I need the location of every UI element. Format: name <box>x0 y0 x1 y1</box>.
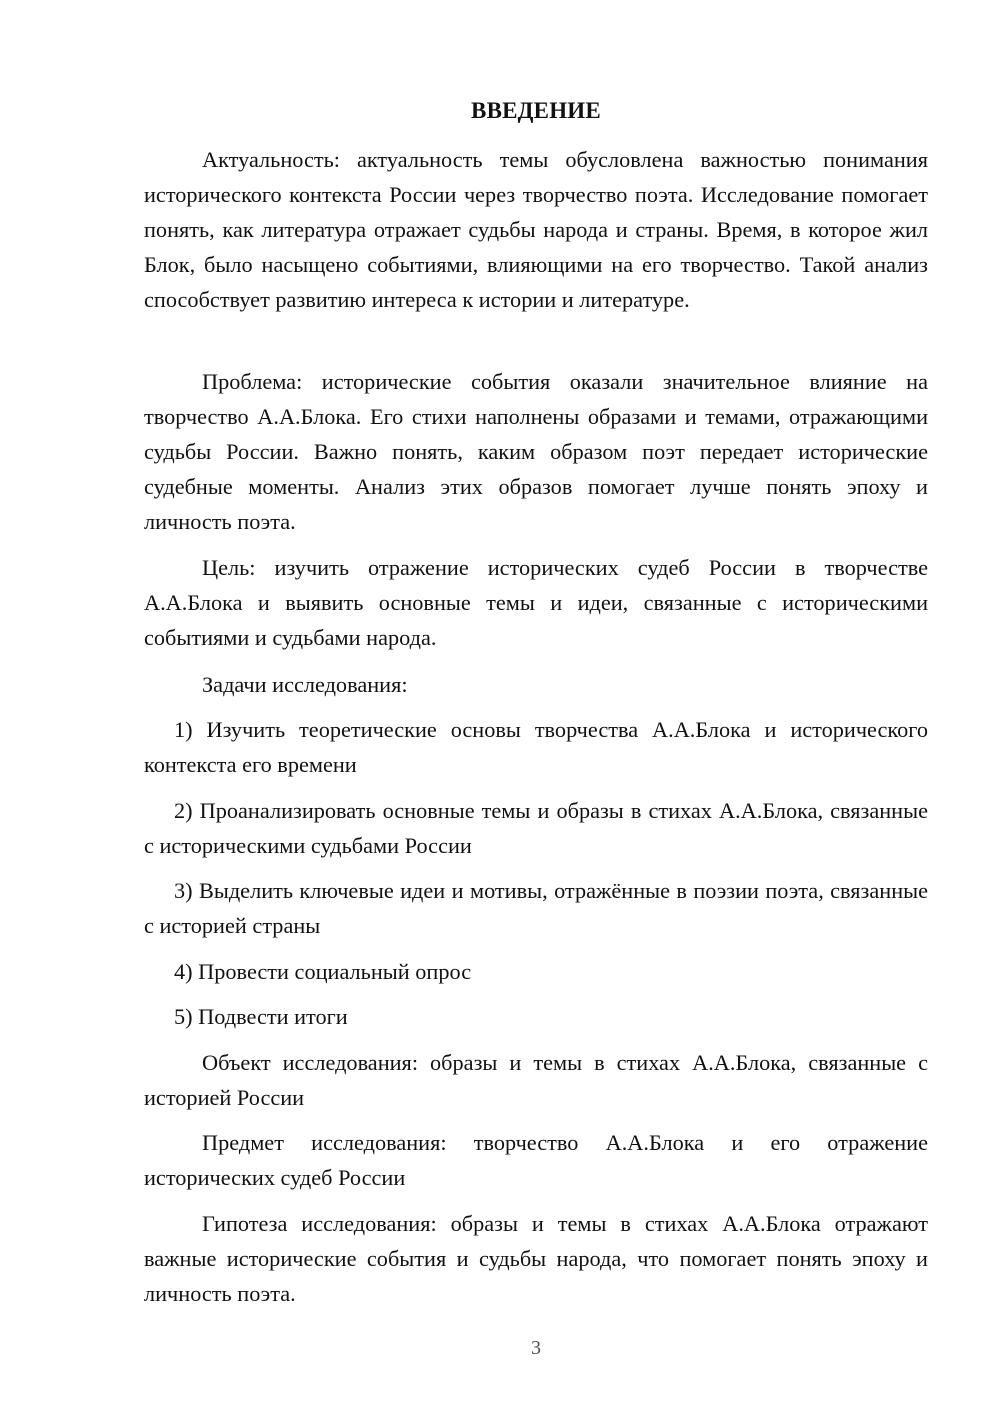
relevance-paragraph: Актуальность: актуальность темы обусловлена важностью понимания исторического контекста России через творчество поэта. Исследование помогает понять, как литература отражает судьбы народа и страны. Время, в которое жил Блок, было насыщено событиями, влияющими на его творчество. Такой анализ способствует развитию интереса к истории и литературе. <box>144 147 928 312</box>
task-item-5: 5) Подвести итоги <box>174 1004 348 1029</box>
hypothesis-paragraph: Гипотеза исследования: образы и темы в стихах А.А.Блока отражают важные исторические события и судьбы народа, что помогает понять эпоху и личность поэта. <box>144 1211 928 1306</box>
goal-paragraph: Цель: изучить отражение исторических судеб России в творчестве А.А.Блока и выявить основные темы и идеи, связанные с историческими событиями и судьбами народа. <box>144 555 928 650</box>
object-paragraph: Объект исследования: образы и темы в стихах А.А.Блока, связанные с историей России <box>144 1050 928 1110</box>
task-item-3: 3) Выделить ключевые идеи и мотивы, отражённые в поэзии поэта, связанные с историей страны <box>144 878 928 938</box>
task-item-4: 4) Провести социальный опрос <box>174 959 472 984</box>
section-heading: ВВЕДЕНИЕ <box>471 98 601 123</box>
task-item-2: 2) Проанализировать основные темы и образы в стихах А.А.Блока, связанные с историческими судьбами России <box>144 798 928 858</box>
task-item-1: 1) Изучить теоретические основы творчества А.А.Блока и исторического контекста его времени <box>144 717 928 777</box>
problem-paragraph: Проблема: исторические события оказали значительное влияние на творчество А.А.Блока. Его стихи наполнены образами и темами, отражающими судьбы России. Важно понять, каким образом поэт передает исторические судебные моменты. Анализ этих образов помогает лучше понять эпоху и личность поэта. <box>144 369 928 534</box>
subject-paragraph: Предмет исследования: творчество А.А.Блока и его отражение исторических судеб России <box>144 1130 928 1190</box>
page-number: 3 <box>531 1337 541 1359</box>
document-page <box>144 0 928 1414</box>
tasks-heading: Задачи исследования: <box>202 672 408 697</box>
